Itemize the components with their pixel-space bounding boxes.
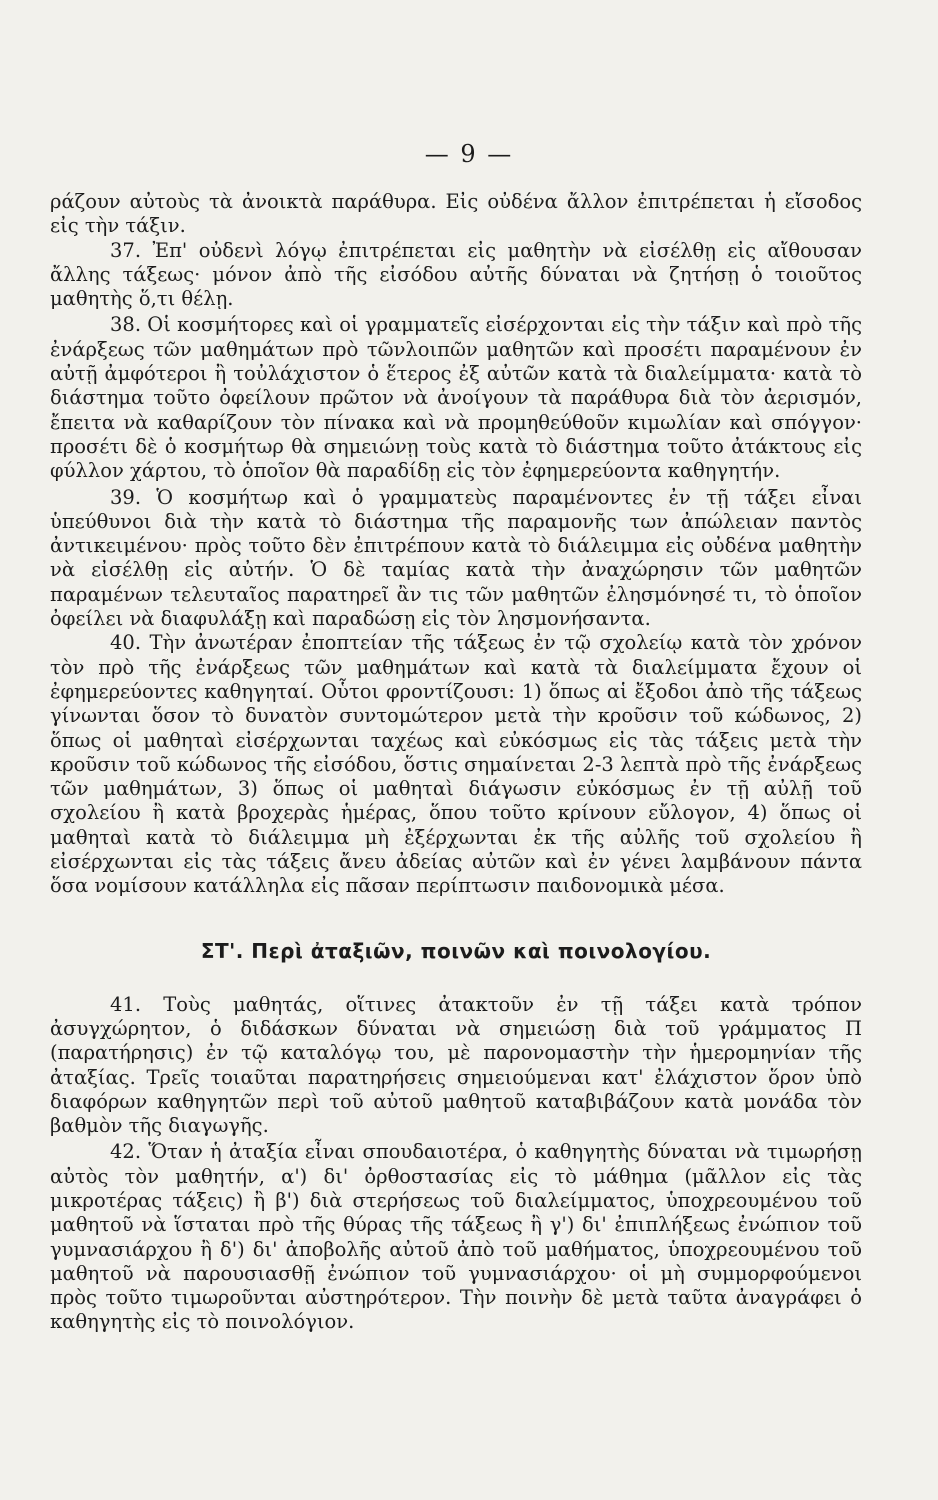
paragraph-continuation: ράζουν αὐτοὺς τὰ ἀνοικτὰ παράθυρα. Εἰς οὐδένα ἄλλον ἐπιτρέπεται ἡ εἴσοδος εἰς τὴν τάξιν. [50,190,862,238]
section-heading: ΣΤ'. Περὶ ἀταξιῶν, ποινῶν καὶ ποινολογίου. [200,938,712,963]
paragraph-42: 42. Ὅταν ἡ ἀταξία εἶναι σπουδαιοτέρα, ὁ καθηγητὴς δύναται νὰ τιμωρήσῃ αὐτὸς τὸν μαθητήν, α') δι' ὀρθοστασίας εἰς τὸ μάθημα (μᾶλλον εἰς τὰς μικροτέρας τάξεις) ἢ β') διὰ στερήσεως τοῦ διαλείμματος, ὑποχρεουμένου τοῦ μαθητοῦ νὰ ἵσταται πρὸ τῆς θύρας τῆς τάξεως ἢ γ') δι' ἐπιπλήξεως ἐνώπιον τοῦ γυμνασιάρχου ἢ δ') δι' ἀποβολῆς αὐτοῦ ἀπὸ τοῦ μαθήματος, ὑποχρεουμένου τοῦ μαθητοῦ νὰ παρουσιασθῇ ἐνώπιον τοῦ γυμνασιάρχου· οἱ μὴ συμμορφούμενοι πρὸς τοῦτο τιμωροῦνται αὐστηρότερον. Τὴν ποινὴν δὲ μετὰ ταῦτα ἀναγράφει ὁ καθηγητὴς εἰς τὸ ποινολόγιον. [50,1140,862,1334]
paragraph-40: 40. Τὴν ἀνωτέραν ἐποπτείαν τῆς τάξεως ἐν τῷ σχολείῳ κατὰ τὸν χρόνον τὸν πρὸ τῆς ἐνάρξεως τῶν μαθημάτων καὶ κατὰ τὰ διαλείμματα ἔχουν οἱ ἐφημερεύοντες καθηγηταί. Οὗτοι φροντίζουσι: 1) ὅπως αἱ ἔξοδοι ἀπὸ τῆς τάξεως γίνωνται ὅσον τὸ δυνατὸν συντομώτερον μετὰ τὴν κροῦσιν τοῦ κώδωνος, 2) ὅπως οἱ μαθηταὶ εἰσέρχωνται ταχέως καὶ εὐκόσμως εἰς τὰς τάξεις μετὰ τὴν κροῦσιν τοῦ κώδωνος τῆς εἰσόδου, ὅστις σημαίνεται 2-3 λεπτὰ πρὸ τῆς ἐνάρξεως τῶν μαθημάτων, 3) ὅπως οἱ μαθηταὶ διάγωσιν εὐκόσμως ἐν τῇ αὐλῇ τοῦ σχολείου ἢ κατὰ βροχερὰς ἡμέρας, ὅπου τοῦτο κρίνουν εὔλογον, 4) ὅπως οἱ μαθηταὶ κατὰ τὸ διάλειμμα μὴ ἐξέρχωνται ἐκ τῆς αὐλῆς τοῦ σχολείου ἢ εἰσέρχωνται εἰς τὰς τάξεις ἄνευ ἀδείας αὐτῶν καὶ ἐν γένει λαμβάνουν πάντα ὅσα νομίσουν κατάλληλα εἰς πᾶσαν περίπτωσιν παιδονομικὰ μέσα. [50,631,862,898]
body-text [50,190,862,1335]
paragraph-38: 38. Οἱ κοσμήτορες καὶ οἱ γραμματεῖς εἰσέρχονται εἰς τὴν τάξιν καὶ πρὸ τῆς ἐνάρξεως τῶν μαθημάτων πρὸ τῶνλοιπῶν μαθητῶν καὶ προσέτι παραμένουν ἐν αὐτῇ ἀμφότεροι ἢ τοὐλάχιστον ὁ ἕτερος ἐξ αὐτῶν κατὰ τὰ διαλείμματα· κατὰ τὸ διάστημα τοῦτο ὀφείλουν πρῶτον νὰ ἀνοίγουν τὰ παράθυρα διὰ τὸν ἀερισμόν, ἔπειτα νὰ καθαρίζουν τὸν πίνακα καὶ νὰ προμηθεύθοῦν κιμωλίαν καὶ σπόγγον· προσέτι δὲ ὁ κοσμήτωρ θὰ σημειώνῃ τοὺς κατὰ τὸ διάστημα τοῦτο ἀτάκτους εἰς φύλλον χάρτου, τὸ ὁποῖον θὰ παραδίδῃ εἰς τὸν ἐφημερεύοντα καθηγητήν. [50,313,862,483]
paragraph-39: 39. Ὁ κοσμήτωρ καὶ ὁ γραμματεὺς παραμένοντες ἐν τῇ τάξει εἶναι ὑπεύθυνοι διὰ τὴν κατὰ τὸ διάστημα τῆς παραμονῆς των ἀπώλειαν παντὸς ἀντικειμένου· πρὸς τοῦτο δὲν ἐπιτρέπουν κατὰ τὸ διάλειμμα εἰς οὐδένα μαθητὴν νὰ εἰσέλθῃ εἰς αὐτήν. Ὁ δὲ ταμίας κατὰ τὴν ἀναχώρησιν τῶν μαθητῶν παραμένων τελευταῖος παρατηρεῖ ἂν τις τῶν μαθητῶν ἐλησμόνησέ τι, τὸ ὁποῖον ὀφείλει νὰ διαφυλάξῃ καὶ παραδώσῃ εἰς τὸν λησμονήσαντα. [50,485,862,631]
page-number: — 9 — [424,140,514,168]
paragraph-41: 41. Τοὺς μαθητάς, οἵτινες ἀτακτοῦν ἐν τῇ τάξει κατὰ τρόπον ἀσυγχώρητον, ὁ διδάσκων δύναται νὰ σημειώσῃ διὰ τοῦ γράμματος Π (παρατήρησις) ἐν τῷ καταλόγῳ του, μὲ παρονομαστὴν τὴν ἡμερομηνίαν τῆς ἀταξίας. Τρεῖς τοιαῦται παρατηρήσεις σημειούμεναι κατ' ἐλάχιστον ὅρον ὑπὸ διαφόρων καθηγητῶν περὶ τοῦ αὐτοῦ μαθητοῦ καταβιβάζουν κατὰ μονάδα τὸν βαθμὸν τῆς διαγωγῆς. [50,992,862,1138]
paragraph-37: 37. Ἐπ' οὐδενὶ λόγῳ ἐπιτρέπεται εἰς μαθητὴν νὰ εἰσέλθῃ εἰς αἴθουσαν ἄλλης τάξεως· μόνον ἀπὸ τῆς εἰσόδου αὐτῆς δύναται νὰ ζητήσῃ ὁ τοιοῦτος μαθητὴς ὅ,τι θέλῃ. [50,238,862,311]
